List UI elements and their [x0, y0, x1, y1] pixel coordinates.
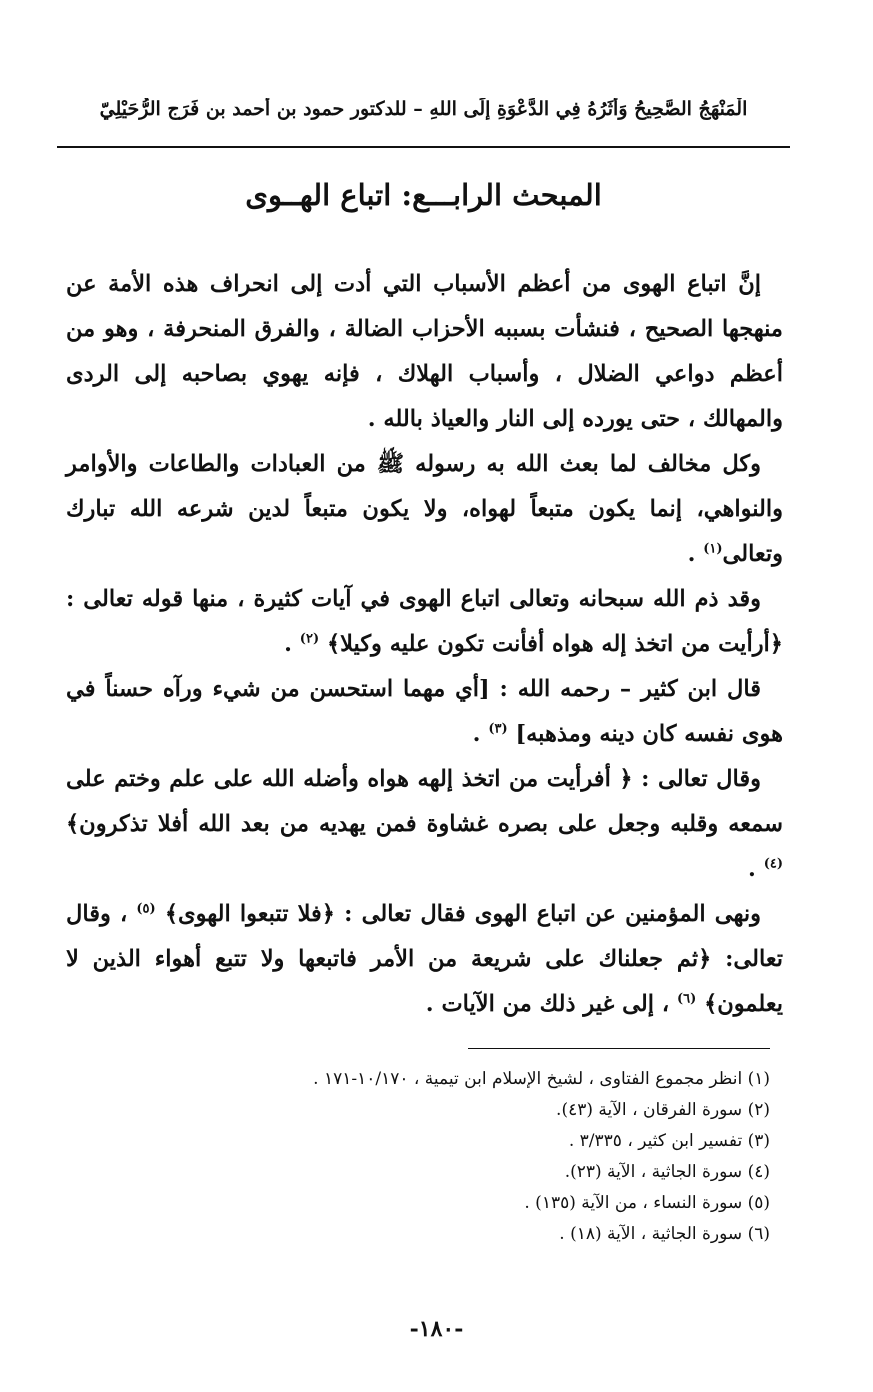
- paragraph-4-end: .: [472, 721, 489, 747]
- paragraph-3: [66, 577, 783, 667]
- footnotes-list: [90, 1064, 770, 1250]
- footnote-rule: [468, 1048, 770, 1049]
- quran-verse-1: ﴿أرأيت من اتخذ إله هواه أفأنت تكون عليه وكيلا﴾: [326, 631, 783, 657]
- paragraph-2-text: وكل مخالف لما بعث الله به رسوله ﷺ من العبادات والطاعات والأوامر والنواهي، إنما يكون متبعاً لهواه، ولا يكون متبعاً لدين شرعه الله تبارك وتعالى: [66, 451, 783, 567]
- paragraph-1-text: إنَّ اتباع الهوى من أعظم الأسباب التي أدت إلى انحراف هذه الأمة عن منهجها الصحيح ، فنشأت بسببه الأحزاب الضالة ، والفرق المنحرفة ، وهو من أعظم دواعي الضلال ، وأسباب الهلاك ، فإنه يهوي بصاحبه إلى الردى والمهالك ، حتى يورده إلى النار والعياذ بالله .: [66, 271, 783, 432]
- paragraph-4-text: قال ابن كثير – رحمه الله : [أي مهما استحسن من شيء ورآه حسناً في هوى نفسه كان دينه ومذهبه]: [66, 676, 783, 747]
- paragraph-6: [66, 892, 783, 1027]
- page-number: -١٨٠-: [409, 1316, 464, 1342]
- footnote-ref-5: (٥): [136, 901, 156, 917]
- paragraph-2: [66, 442, 783, 577]
- paragraph-6-end: ، إلى غير ذلك من الآيات .: [425, 991, 677, 1017]
- paragraph-5-text: وقال تعالى :: [632, 766, 761, 792]
- footnote-5: (٥) سورة النساء ، من الآية (١٣٥) .: [524, 1193, 770, 1213]
- paragraph-3-end: .: [284, 631, 300, 657]
- paragraph-5-end: .: [748, 856, 764, 882]
- header-rule: [57, 146, 790, 148]
- footnote-6: (٦) سورة الجاثية ، الآية (١٨) .: [559, 1224, 770, 1244]
- footnote-ref-1: (١): [703, 541, 723, 557]
- footnote-ref-2: (٢): [299, 631, 320, 647]
- footnote-ref-3: (٣): [488, 721, 508, 737]
- quran-verse-3: ﴿فلا تتبعوا الهوى﴾: [164, 901, 335, 927]
- footnote-2: (٢) سورة الفرقان ، الآية (٤٣).: [556, 1100, 770, 1120]
- footnote-4: (٤) سورة الجاثية ، الآية (٢٣).: [564, 1162, 770, 1182]
- quran-verse-2: ﴿ أفرأيت من اتخذ إلهه هواه وأضله الله على علم وختم على سمعه وقلبه وجعل على بصره غشاوة فمن يهديه من بعد الله أفلا تذكرون﴾: [66, 766, 783, 837]
- paragraph-1: [66, 262, 783, 442]
- paragraph-4: [66, 667, 783, 757]
- footnote-1: (١) انظر مجموع الفتاوى ، لشيخ الإسلام ابن تيمية ، ١٠/١٧٠-١٧١ .: [313, 1069, 770, 1089]
- paragraph-5: [66, 757, 783, 892]
- paragraph-2-end: .: [687, 541, 704, 567]
- footnote-ref-4: (٤): [763, 856, 783, 872]
- quran-verse-4: ﴿ثم جعلناك على شريعة من الأمر فاتبعها ولا تتبع أهواء الذين لا يعلمون﴾: [66, 946, 783, 1017]
- paragraph-6-text: ونهى المؤمنين عن اتباع الهوى فقال تعالى :: [334, 901, 761, 927]
- section-title: المبحث الرابـــع: اتباع الهــوى: [245, 178, 602, 212]
- footnote-3: (٣) تفسير ابن كثير ، ٣/٣٣٥ .: [568, 1131, 770, 1151]
- running-header: الْمَنْهَجُ الصَّحِيحُ وَأَثَرُهُ فِي الدَّعْوَةِ إِلَى اللهِ – للدكتور حمود بن أحمد بن فَرَج الرُّحَيْلِيّ: [99, 98, 748, 120]
- footnote-ref-6: (٦): [676, 991, 697, 1007]
- body-text: [66, 262, 783, 1027]
- paragraph-6-middle: ، وقال تعالى:: [66, 901, 783, 972]
- paragraph-3-text: وقد ذم الله سبحانه وتعالى اتباع الهوى في آيات كثيرة ، منها قوله تعالى :: [66, 586, 761, 612]
